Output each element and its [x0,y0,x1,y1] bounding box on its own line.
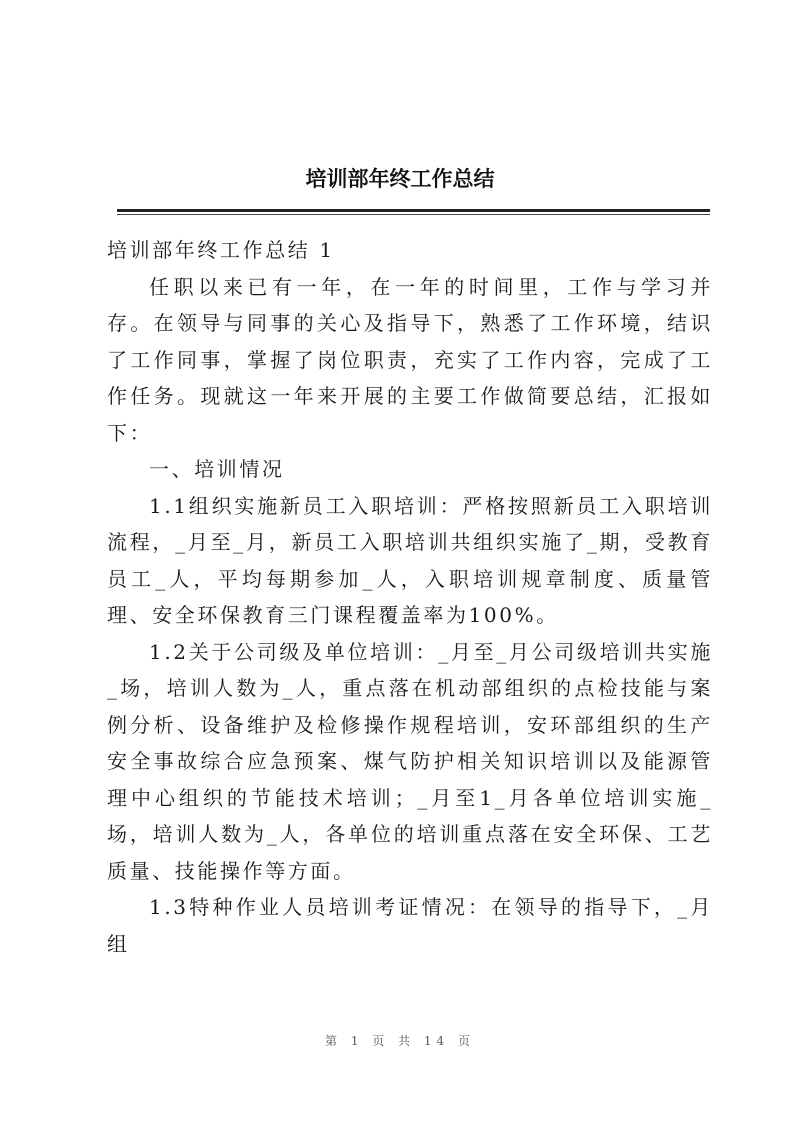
paragraph-intro: 任职以来已有一年，在一年的时间里，工作与学习并存。在领导与同事的关心及指导下，熟悉了工作环境，结识了工作同事，掌握了岗位职责，充实了工作内容，完成了工作任务。现就这一年来开展的主要工作做简要总结，汇报如下： [107,274,713,445]
paragraph-1-3: 1.3特种作业人员培训考证情况：在领导的指导下，_月组 [107,895,713,956]
section-heading: 培训部年终工作总结 1 [107,238,335,262]
paragraph-1-2: 1.2关于公司级及单位培训：_月至_月公司级培训共实施_场，培训人数为_人，重点落在机动部组织的点检技能与案例分析、设备维护及检修操作规程培训，安环部组织的生产安全事故综合应急预案、煤气防护相关知识培训以及能源管理中心组织的节能技术培训；_月至1_月各单位培训实施_场，培训人数为_人，各单位的培训重点落在安全环保、工艺质量、技能操作等方面。 [107,639,713,883]
title-divider [117,209,710,212]
page-number-footer: 第 1 页 共 14 页 [325,1034,475,1048]
paragraph-heading-training: 一、培训情况 [149,457,285,481]
page-title: 培训部年终工作总结 [305,167,495,191]
paragraph-1-1: 1.1组织实施新员工入职培训：严格按照新员工入职培训流程，_月至_月，新员工入职培训共组织实施了_期，受教育员工_人，平均每期参加_人，入职培训规章制度、质量管理、安全环保教育三门课程覆盖率为100%。 [107,493,713,627]
document-body [107,232,713,962]
title-divider-thin [117,214,710,215]
